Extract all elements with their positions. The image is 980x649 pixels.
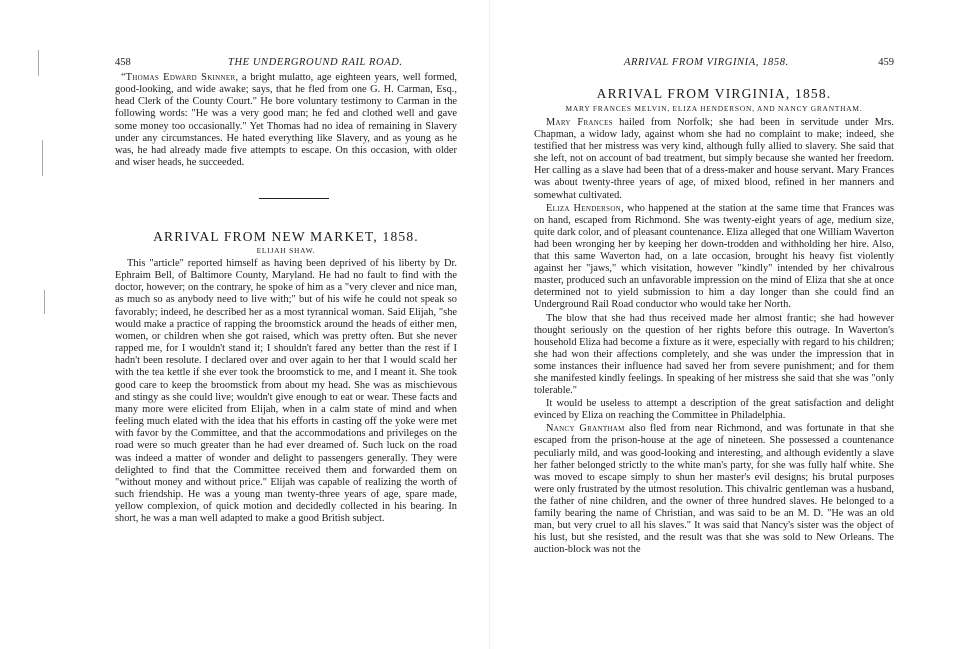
paragraph-text: It would be useless to attempt a description of the great satisfaction and delight evinced by Eliza on reaching the Committee in Philadelphia. (534, 398, 894, 422)
paragraph-text: also fled from near Richmond, and was fortunate in that she escaped from the prison-house at the age of nineteen. She possessed a countenance peculiarly mild, and was good-looking and interesting, and although evidently a slave her father belonged strictly to the white man's party, for she was fully half white. She was moved to escape simply to shun her master's evil designs; his brutal purposes were only frustrated by the utmost resolution. This chivalric gentleman was a husband, the father of nine children, and the owner of three hundred slaves. He belonged to a family bearing the name of Christian, and was said to be an M. D. "He was an old man, but very cruel to all his slaves." It was said that Nancy's sister was the object of his lust, but she resisted, and the result was that she was sold to New Orleans. The auction-block was not the (534, 423, 894, 556)
paragraph-text: The blow that she had thus received made her almost frantic; she had however thought seriously on the question of her rights before this outrage. In Waverton's household Eliza had become a fixture as it were, especially with regard to his children; she had won their affections completely, and she was under the impression that in some instances their influence had saved her from severe punishment; and for them she manifested kindly feelings. In speaking of her mistress she said that she was "only tolerable." (534, 312, 894, 397)
paragraph (534, 117, 894, 202)
paragraph-text: , a bright mulatto, age eighteen years, well formed, good-looking, and wide awake; says, that he fled from one G. H. Carman, Esq., head Clerk of the County Court." He bore voluntary testimony to Carman in the following words: "He was a very good man; he fed and clothed well and gave some money too occasionally." Yet Thomas had no idea of remaining in Slavery under any circumstances. He hated everything like Slavery, and as young as he was, he had already made five attempts to escape. On this occasion, with older and wiser heads, he succeeded. (115, 72, 458, 169)
paragraph: “Thomas Edward Skinner, a bright mulatto, age eighteen years, well formed, good-looking, and wide awake; says, that he fled from one G. H. Carman, Esq., head Clerk of the County Court." He bore voluntary testimony to Carman in the following words: "He was a very good man; he fed and clothed well and gave some money too occasionally." Yet Thomas had no idea of remaining in Slavery under any circumstances. He hated everything like Slavery, and as young as he was, he had already made five attempts to escape. On this occasion, with older and wiser heads, he succeeded. (115, 72, 458, 169)
paragraph-text: hailed from Norfolk; she had been in servitude under Mrs. Chapman, a widow lady, against whom she had no complaint to make; indeed, she testified that her mistress was very kind, although fully allied to slavery. She said that she left, not on account of bad treatment, but simply because she wanted her freedom. Her calling as a slave had been that of a dress-maker and house servant. Mary Frances was about twenty-three years of age, of mixed blood, refined in her manners and somewhat cultivated. (534, 117, 894, 201)
paragraph (534, 423, 894, 556)
running-head (115, 57, 450, 69)
person-name: Thomas Edward Skinner (125, 72, 236, 83)
running-head-title: ARRIVAL FROM VIRGINIA, 1858. (624, 57, 789, 68)
person-name: Nancy Grantham (546, 423, 625, 435)
paragraph: This "article" reported himself as having been deprived of his liberty by Dr. Ephraim Bell, of Baltimore County, Maryland. He had no fault to find with the doctor, however; on the contrary, he spoke of him as a "very clever and nice man, as much so as anybody need to live with;" but of his wife he could not speak so favorably; indeed, he described her as a most tyrannical woman. Said Elijah, "she would make a practice of rapping the broomstick around the heads of either men, women, or children when she got raised, which was pretty often. But she never rapped me, for I wouldn't stand it; I shouldn't fared any better than the rest if I hadn't been resolute. I declared over and over again to her that I would scald her with the tea kettle if she ever took the broomstick to me, and I meant it. She took good care to keep the broomstick from about my head. She was as mischievous and stingy as she could live; wouldn't give enough to eat or wear. These facts and many more were elicited from Elijah, when in a calm state of mind and when feeling much elated with the idea that his efforts in casting off the yoke were met with favor by the Committee, and that the accommodations and privileges on the road were so much greater than he had ever dreamed of. Such luck on the road was indeed a matter of wonder and delight to passengers generally. They were delighted to find that the Committee received them and forwarded them on "without money and without price." Elijah was capable of realizing the worth of such friendship. He was a young man twenty-three years of age, spare made, yellow complexion, of quick motion and decidedly collected in his bearing. In short, he was a man well adapted to make a good British subject. (115, 258, 457, 525)
person-name: Mary Frances (546, 117, 613, 128)
running-head-title: THE UNDERGROUND RAIL ROAD. (228, 57, 403, 68)
section-divider (259, 198, 329, 199)
page-number: 458 (115, 57, 131, 68)
paragraph-text: , who happened at the station at the same time that Frances was on hand, escaped from Richmond. She was twenty-eight years of age, medium size, quite dark color, and of pleasant countenance. Eliza alleged that one William Waverton had been wronging her by keeping her down-trodden and withholding her hire. Also, that this same Waverton had, on a late occasion, brought his heavy fist violently against her "jaws," which visitation, however "kindly" intended by her chivalrous master, produced such an unfavorable impression on the mind of Eliza that she at once determined not to yield submission to him a day longer than she could find an Underground Rail Road conductor who would take her North. (534, 202, 894, 311)
right-page (490, 0, 980, 649)
section-subtitle: ELIJAH SHAW. (256, 246, 316, 255)
paragraph (534, 203, 894, 312)
section-body (534, 117, 894, 556)
section-title: ARRIVAL FROM VIRGINIA, 1858. (596, 86, 832, 101)
section-subtitle: MARY FRANCES MELVIN, ELIZA HENDERSON, AND NANCY GRANTHAM. (565, 104, 863, 113)
continued-entry (115, 72, 457, 169)
paragraph (534, 313, 894, 398)
section-title: ARRIVAL FROM NEW MARKET, 1858. (153, 229, 419, 244)
page-number: 459 (878, 57, 894, 68)
running-head (528, 57, 894, 69)
person-name: Eliza Henderson (546, 202, 622, 214)
paragraph (534, 398, 894, 422)
section-body (115, 258, 457, 525)
